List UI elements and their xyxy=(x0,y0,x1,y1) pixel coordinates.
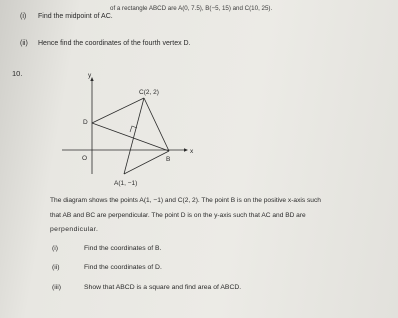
numeral: (i) xyxy=(20,13,27,20)
point-c-label: C(2, 2) xyxy=(139,89,159,96)
point-d-label: D xyxy=(83,119,88,126)
numeral: (ii) xyxy=(20,40,28,47)
numeral: (iii) xyxy=(52,284,62,291)
question-number: 10. xyxy=(12,69,23,78)
part-text: Find the coordinates of D. xyxy=(84,264,162,271)
previous-question-tail: of a rectangle ABCD are A(0, 7.5), B(−5, 15) and C(10, 25). xyxy=(110,5,273,12)
part-iii xyxy=(52,283,241,292)
part-ii xyxy=(52,263,162,272)
intro-line-1: The diagram shows the points A(1, −1) and C(2, 2). The point B is on the positive x-axis such xyxy=(50,197,321,204)
point-a-label: A(1, −1) xyxy=(114,180,138,187)
numeral: (i) xyxy=(52,245,59,252)
part-text: Hence find the coordinates of the fourth vertex D. xyxy=(38,40,191,47)
part-text: Find the midpoint of AC. xyxy=(38,13,113,20)
previous-part-i xyxy=(20,12,113,21)
intro-line-3: perpendicular. xyxy=(50,226,99,233)
x-axis-arrow xyxy=(184,148,188,151)
part-text: Show that ABCD is a square and find area of ABCD. xyxy=(84,284,242,291)
segment-dc xyxy=(92,98,144,123)
origin-label: O xyxy=(82,155,88,162)
part-text: Find the coordinates of B. xyxy=(84,245,162,252)
numeral: (ii) xyxy=(52,264,60,271)
previous-part-ii xyxy=(20,39,191,48)
part-i xyxy=(52,244,161,253)
y-axis-label: y xyxy=(88,72,92,79)
x-axis-label: x xyxy=(190,148,194,155)
point-b-label: B xyxy=(166,156,171,163)
intro-line-2: that AB and BC are perpendicular. The point D is on the y-axis such that AC and BD are xyxy=(50,212,306,219)
coordinate-diagram xyxy=(62,70,202,190)
segment-ab xyxy=(124,151,169,174)
